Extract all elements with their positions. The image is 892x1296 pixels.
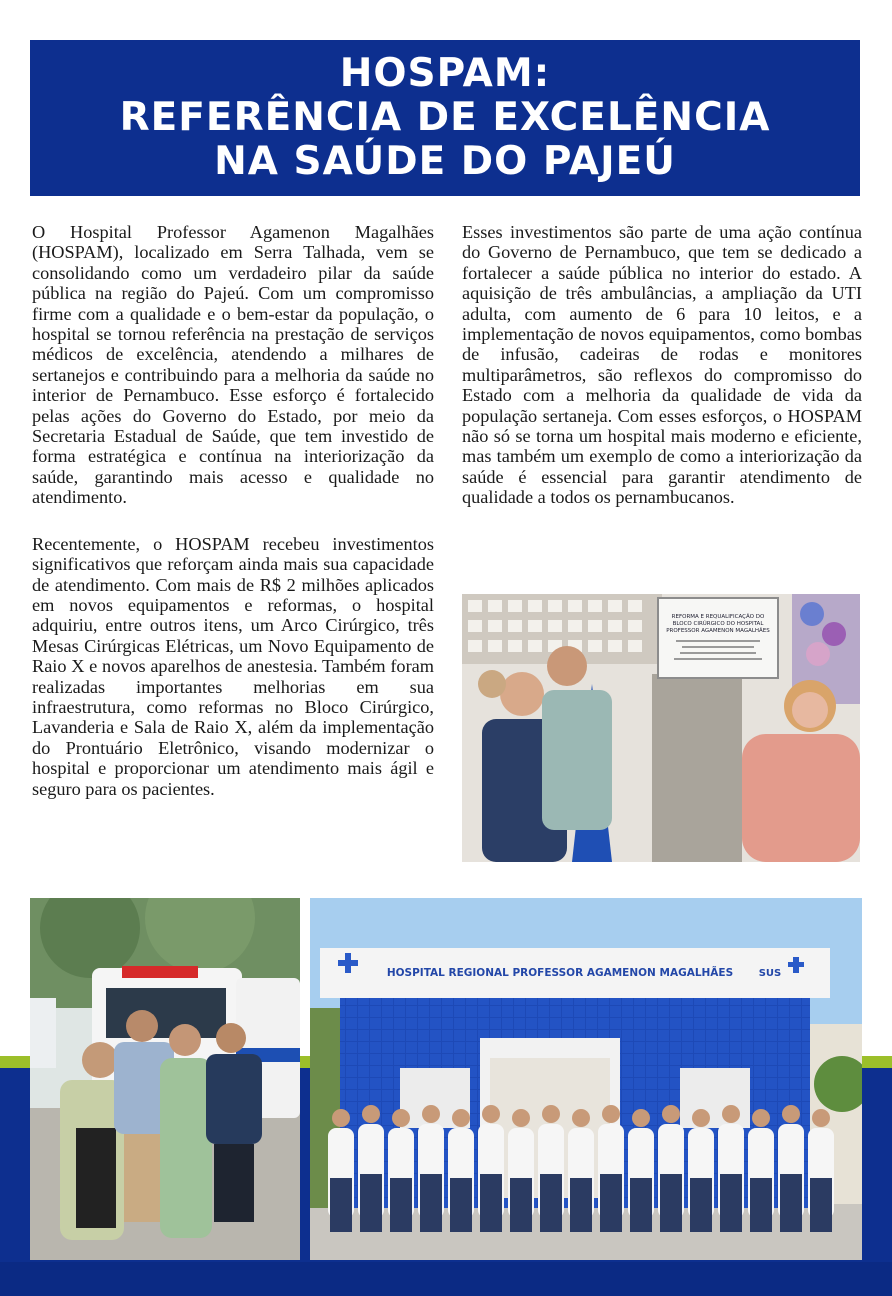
- hospital-facade-photo: [310, 898, 862, 1260]
- article-column-left: [32, 222, 434, 799]
- facade-sus-badge: SUS: [758, 968, 782, 979]
- facade-sign-text: HOSPITAL REGIONAL PROFESSOR AGAMENON MAGALHÃES: [386, 967, 734, 979]
- paragraph-investments: Recentemente, o HOSPAM recebeu investimentos significativos que reforçam ainda mais sua capacidade de atendimento. Com mais de R$ 2 milhões aplicados em novos equipamentos e reformas, o hospital adquiriu, entre outros itens, um Arco Cirúrgico, três Mesas Cirúrgicas Elétricas, um Novo Equipamento de Raio X e novos aparelhos de anestesia. Também foram realizadas importantes melhorias em sua infraestrutura, como reformas no Bloco Cirúrgico, Lavanderia e Sala de Raio X, além da implementação do Prontuário Eletrônico, visando modernizar o hospital e proporcionar um atendimento mais ágil e seguro para os pacientes.: [32, 533, 434, 799]
- paragraph-intro: O Hospital Professor Agamenon Magalhães (HOSPAM), localizado em Serra Talhada, vem se consolidando como um verdadeiro pilar da saúde pública na região do Pajeú. Com um compromisso firme com a qualidade e o bem-estar da população, o hospital se tornou referência na prestação de serviços médicos de excelência, atendendo a milhares de sertanejos e contribuindo para a melhoria da saúde no interior de Pernambuco. Esse esforço é fortalecido pelas ações do Governo do Estado, por meio da Secretaria Estadual de Saúde, que tem investido de forma estratégica e contínua na interiorização da saúde, garantindo mais acesso e qualidade no atendimento.: [32, 222, 434, 508]
- headline-banner: [30, 40, 860, 200]
- plaque-text-1: REFORMA E REQUALIFICAÇÃO DO: [671, 614, 765, 620]
- footer-strip: [0, 1262, 892, 1296]
- paragraph-government-actions: Esses investimentos são parte de uma ação contínua do Governo de Pernambuco, que tem se dedicado a fortalecer a saúde pública no interior do estado. A aquisição de três ambulâncias, a ampliação da UTI adulta, com aumento de 6 para 10 leitos, e a implementação de novos equipamentos, como bombas de infusão, cadeiras de rodas e monitores multiparâmetros, são reflexos do compromisso do Estado com a melhoria da qualidade de vida da população sertaneja. Com esses esforços, o HOSPAM não só se torna um hospital mais moderno e eficiente, mas também um exemplo de como a interiorização da saúde é essencial para garantir atendimento de qualidade a todos os pernambucanos.: [462, 222, 862, 508]
- plaque-text-2: BLOCO CIRÚRGICO DO HOSPITAL: [672, 621, 764, 627]
- headline-line-2: REFERÊNCIA DE EXCELÊNCIA: [119, 95, 771, 140]
- plaque-text-3: PROFESSOR AGAMENON MAGALHÃES: [666, 628, 770, 634]
- ceremony-photo: [462, 594, 860, 862]
- article-column-right: [462, 222, 862, 508]
- headline-line-1: HOSPAM:: [339, 51, 551, 96]
- ambulance-photo: [30, 898, 300, 1260]
- headline-line-3: NA SAÚDE DO PAJEÚ: [214, 139, 676, 184]
